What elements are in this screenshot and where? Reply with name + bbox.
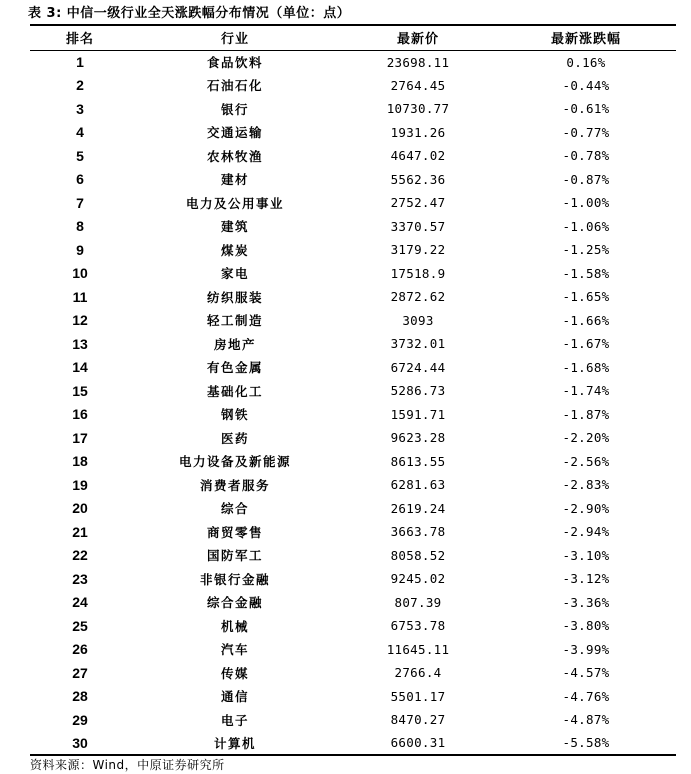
industry-cell: 传媒 [220, 665, 249, 681]
table-row [30, 215, 676, 239]
change-cell: -2.20% [562, 430, 610, 446]
rank-cell: 27 [72, 664, 88, 681]
change-cell: 0.16% [566, 54, 606, 70]
table-row [30, 497, 676, 521]
industry-cell: 家电 [220, 266, 249, 282]
price-cell: 6724.44 [390, 359, 446, 375]
rank-cell: 12 [72, 312, 88, 329]
price-cell: 3663.78 [390, 524, 446, 540]
rank-cell: 11 [72, 288, 88, 305]
change-cell: -0.77% [562, 124, 610, 140]
industry-cell: 石油石化 [206, 78, 263, 94]
industry-cell: 轻工制造 [206, 313, 263, 329]
change-cell: -1.00% [562, 195, 610, 211]
price-cell: 10730.77 [386, 101, 450, 117]
price-cell: 8058.52 [390, 547, 446, 563]
table-row [30, 450, 676, 474]
table-row [30, 238, 676, 262]
table-row [30, 74, 676, 98]
change-cell: -3.10% [562, 547, 610, 563]
table-row [30, 614, 676, 638]
price-cell: 3732.01 [390, 336, 446, 352]
rank-cell: 10 [72, 265, 88, 282]
industry-cell: 国防军工 [206, 548, 263, 564]
rank-cell: 28 [72, 688, 88, 705]
change-cell: -3.99% [562, 641, 610, 657]
industry-cell: 食品饮料 [206, 55, 263, 70]
industry-cell: 交通运输 [206, 125, 263, 141]
price-cell: 5286.73 [390, 383, 446, 399]
change-cell: -1.58% [562, 265, 610, 281]
table-row [30, 591, 676, 615]
table-row [30, 708, 676, 732]
table-row [30, 567, 676, 591]
header-price: 最新价 [396, 32, 439, 48]
industry-cell: 农林牧渔 [206, 148, 263, 164]
header-industry: 行业 [220, 32, 249, 48]
price-cell: 6281.63 [390, 477, 446, 493]
industry-cell: 电力设备及新能源 [178, 454, 291, 470]
change-cell: -1.67% [562, 336, 610, 352]
header-change: 最新涨跌幅 [550, 32, 621, 48]
price-cell: 4647.02 [390, 148, 446, 164]
table-row [30, 285, 676, 309]
change-cell: -2.90% [562, 500, 610, 516]
table-row [30, 473, 676, 497]
change-cell: -1.68% [562, 359, 610, 375]
price-cell: 3179.22 [390, 242, 446, 258]
table-row [30, 379, 676, 403]
price-cell: 2764.45 [390, 77, 446, 93]
table-title: 表 3: 中信一级行业全天涨跌幅分布情况（单位：点） [28, 6, 351, 21]
rank-cell: 23 [72, 570, 88, 587]
change-cell: -3.80% [562, 618, 610, 634]
table-row [30, 168, 676, 192]
change-cell: -4.87% [562, 712, 610, 728]
rank-cell: 4 [76, 124, 84, 141]
rank-cell: 30 [72, 734, 88, 751]
table-body [30, 50, 676, 755]
table-row [30, 309, 676, 333]
price-cell: 8613.55 [390, 453, 446, 469]
table-row [30, 144, 676, 168]
rank-cell: 6 [76, 171, 84, 188]
industry-table-container [30, 24, 676, 756]
price-cell: 2872.62 [390, 289, 446, 305]
table-row [30, 426, 676, 450]
industry-cell: 基础化工 [206, 383, 263, 399]
change-cell: -1.06% [562, 218, 610, 234]
change-cell: -1.66% [562, 312, 610, 328]
change-cell: -0.44% [562, 77, 610, 93]
change-cell: -1.74% [562, 383, 610, 399]
industry-cell: 银行 [220, 101, 249, 117]
table-row [30, 520, 676, 544]
price-cell: 807.39 [394, 594, 442, 610]
rank-cell: 17 [72, 429, 88, 446]
change-cell: -3.36% [562, 594, 610, 610]
rank-cell: 15 [72, 382, 88, 399]
industry-cell: 商贸零售 [206, 524, 263, 540]
price-cell: 23698.11 [386, 54, 450, 70]
table-row [30, 356, 676, 380]
price-cell: 11645.11 [386, 641, 450, 657]
industry-cell: 电力及公用事业 [185, 195, 284, 211]
table-row [30, 661, 676, 685]
industry-cell: 煤炭 [220, 242, 249, 258]
price-cell: 6753.78 [390, 618, 446, 634]
price-cell: 9623.28 [390, 430, 446, 446]
header-rank: 排名 [65, 32, 94, 48]
table-row [30, 191, 676, 215]
rank-cell: 16 [72, 406, 88, 423]
industry-cell: 钢铁 [220, 407, 249, 423]
price-cell: 8470.27 [390, 712, 446, 728]
price-cell: 2766.4 [394, 665, 442, 681]
change-cell: -5.58% [562, 735, 610, 751]
rank-cell: 26 [72, 641, 88, 658]
change-cell: -1.87% [562, 406, 610, 422]
price-cell: 5562.36 [390, 171, 446, 187]
change-cell: -0.61% [562, 101, 610, 117]
industry-cell: 房地产 [213, 336, 256, 352]
rank-cell: 5 [76, 147, 84, 164]
change-cell: -4.57% [562, 665, 610, 681]
industry-cell: 通信 [220, 689, 249, 705]
rank-cell: 7 [76, 194, 84, 211]
price-cell: 3093 [402, 312, 434, 328]
industry-cell: 纺织服装 [206, 289, 263, 305]
price-cell: 5501.17 [390, 688, 446, 704]
industry-cell: 消费者服务 [199, 477, 270, 493]
price-cell: 2619.24 [390, 500, 446, 516]
change-cell: -4.76% [562, 688, 610, 704]
rank-cell: 3 [76, 100, 84, 117]
rank-cell: 14 [72, 359, 88, 376]
price-cell: 2752.47 [390, 195, 446, 211]
change-cell: -3.12% [562, 571, 610, 587]
change-cell: -2.83% [562, 477, 610, 493]
table-row [30, 121, 676, 145]
industry-cell: 建筑 [220, 219, 249, 235]
industry-cell: 综合金融 [206, 595, 263, 611]
table-row [30, 332, 676, 356]
change-cell: -2.56% [562, 453, 610, 469]
price-cell: 1931.26 [390, 124, 446, 140]
industry-cell: 有色金属 [206, 360, 263, 376]
rank-cell: 2 [76, 77, 84, 94]
table-row [30, 50, 676, 74]
price-cell: 6600.31 [390, 735, 446, 751]
table-row [30, 685, 676, 709]
source-note: 资料来源：Wind，中原证券研究所 [30, 758, 225, 772]
table-row [30, 732, 676, 756]
price-cell: 3370.57 [390, 218, 446, 234]
industry-cell: 机械 [220, 618, 249, 634]
rank-cell: 29 [72, 711, 88, 728]
industry-change-table [30, 24, 676, 756]
price-cell: 17518.9 [390, 265, 446, 281]
table-row [30, 403, 676, 427]
table-row [30, 262, 676, 286]
change-cell: -1.25% [562, 242, 610, 258]
change-cell: -1.65% [562, 289, 610, 305]
rank-cell: 18 [72, 453, 88, 470]
rank-cell: 20 [72, 500, 88, 517]
rank-cell: 1 [76, 54, 84, 70]
industry-cell: 计算机 [213, 735, 256, 751]
rank-cell: 8 [76, 218, 84, 235]
industry-cell: 非银行金融 [199, 571, 270, 587]
change-cell: -0.78% [562, 148, 610, 164]
industry-cell: 建材 [220, 172, 249, 188]
industry-cell: 汽车 [220, 642, 249, 658]
rank-cell: 25 [72, 617, 88, 634]
rank-cell: 13 [72, 335, 88, 352]
rank-cell: 24 [72, 594, 88, 611]
rank-cell: 22 [72, 547, 88, 564]
change-cell: -0.87% [562, 171, 610, 187]
price-cell: 9245.02 [390, 571, 446, 587]
table-row [30, 544, 676, 568]
industry-cell: 电子 [220, 712, 249, 728]
industry-cell: 综合 [220, 501, 249, 517]
rank-cell: 21 [72, 523, 88, 540]
table-row [30, 638, 676, 662]
table-row [30, 97, 676, 121]
change-cell: -2.94% [562, 524, 610, 540]
rank-cell: 9 [76, 241, 84, 258]
table-header-row [30, 25, 676, 50]
rank-cell: 19 [72, 476, 88, 493]
price-cell: 1591.71 [390, 406, 446, 422]
industry-cell: 医药 [220, 430, 249, 446]
